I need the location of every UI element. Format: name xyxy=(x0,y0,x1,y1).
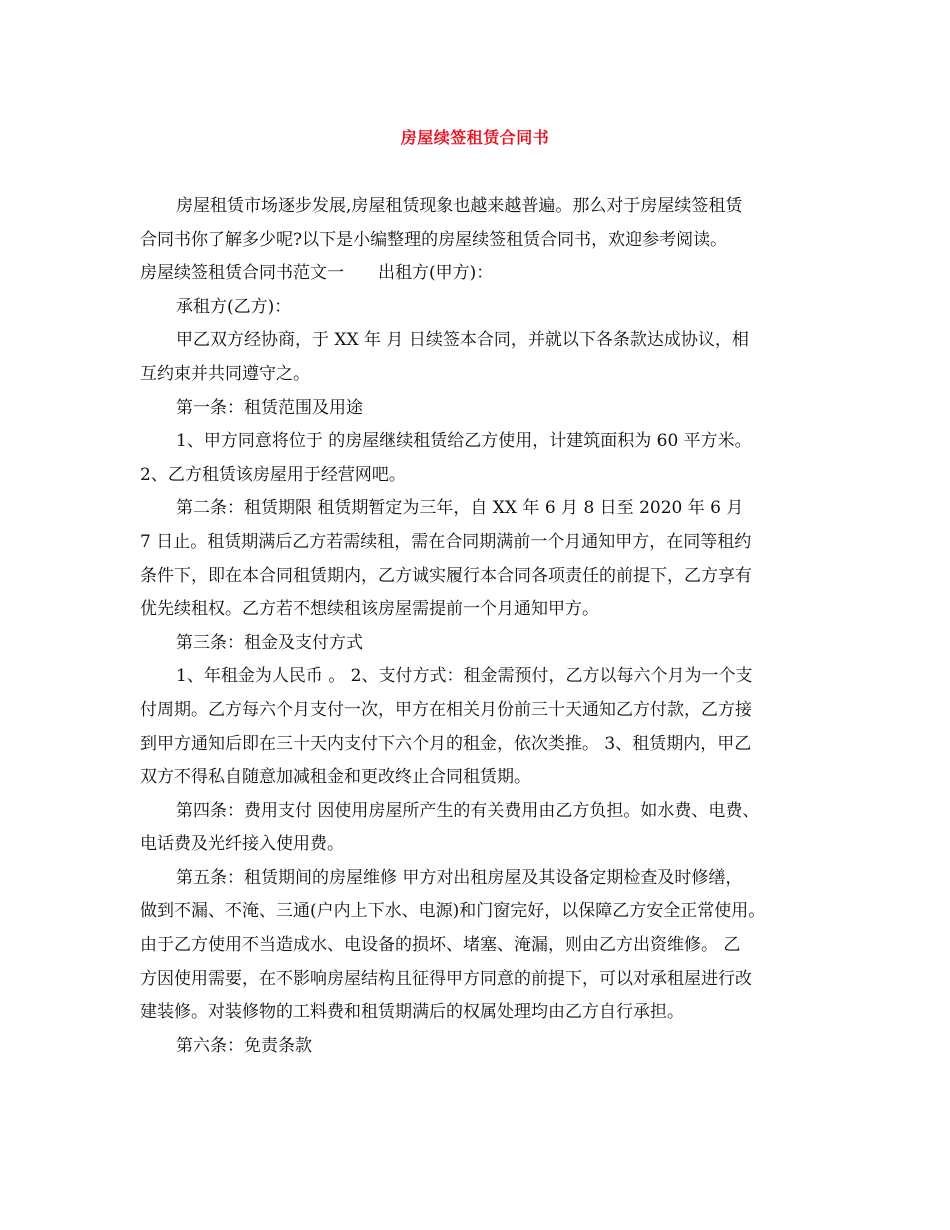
text-line: 条件下，即在本合同租赁期内，乙方诚实履行本合同各项责任的前提下，乙方享有 xyxy=(140,565,752,586)
text-line: 1、甲方同意将位于 的房屋继续租赁给乙方使用，计建筑面积为 60 平方米。 xyxy=(176,431,752,452)
document-body xyxy=(140,190,820,1063)
text-line: 由于乙方使用不当造成水、电设备的损坏、堵塞、淹漏，则由乙方出资维修。 乙 xyxy=(140,935,741,956)
text-line: 1、年租金为人民币 。 2、支付方式：租金需预付，乙方以每六个月为一个支 xyxy=(176,666,753,687)
text-line: 做到不漏、不淹、三通(户内上下水、电源)和门窗完好，以保障乙方安全正常使用。 xyxy=(140,901,766,922)
text-line: 电话费及光纤接入使用费。 xyxy=(140,834,344,855)
text-line: 合同书你了解多少呢?以下是小编整理的房屋续签租赁合同书，欢迎参考阅读。 xyxy=(140,229,728,250)
text-line: 第四条：费用支付 因使用房屋所产生的有关费用由乙方负担。如水费、电费、 xyxy=(176,800,760,821)
text-line: 到甲方通知后即在三十天内支付下六个月的租金，依次类推。 3、租赁期内，甲乙 xyxy=(140,733,752,754)
text-line: 7 日止。租赁期满后乙方若需续租，需在合同期满前一个月通知甲方，在同等租约 xyxy=(140,531,752,552)
text-line: 承租方(乙方)： xyxy=(176,296,292,317)
text-line: 互约束并共同遵守之。 xyxy=(140,363,310,384)
text-line: 房屋租赁市场逐步发展,房屋租赁现象也越来越普遍。那么对于房屋续签租赁 xyxy=(176,196,743,216)
text-line: 付周期。乙方每六个月支付一次，甲方在相关月份前三十天通知乙方付款，乙方接 xyxy=(140,699,752,720)
text-line: 第二条：租赁期限 租赁期暂定为三年，自 XX 年 6 月 8 日至 2020 年 6 月 xyxy=(176,498,744,519)
text-line: 方因使用需要，在不影响房屋结构且征得甲方同意的前提下，可以对承租屋进行改 xyxy=(140,968,752,989)
text-line: 双方不得私自随意加减租金和更改终止合同租赁期。 xyxy=(140,767,531,788)
text-line: 2、乙方租赁该房屋用于经营网吧。 xyxy=(140,464,406,485)
text-line: 第三条：租金及支付方式 xyxy=(176,632,363,653)
text-line: 甲乙双方经协商，于 XX 年 月 日续签本合同，并就以下各条款达成协议，相 xyxy=(176,330,749,351)
text-line: 第一条：租赁范围及用途 xyxy=(176,397,363,418)
text-line: 建装修。对装修物的工料费和租赁期满后的权属处理均由乙方自行承担。 xyxy=(140,1002,684,1023)
text-line: 房屋续签租赁合同书范文一 出租方(甲方)： xyxy=(140,263,494,284)
document-title: 房屋续签租赁合同书 xyxy=(400,128,550,147)
text-line: 第六条：免责条款 xyxy=(176,1035,312,1056)
text-line: 第五条：租赁期间的房屋维修 甲方对出租房屋及其设备定期检查及时修缮， xyxy=(176,867,743,888)
text-line: 优先续租权。乙方若不想续租该房屋需提前一个月通知甲方。 xyxy=(140,599,599,620)
